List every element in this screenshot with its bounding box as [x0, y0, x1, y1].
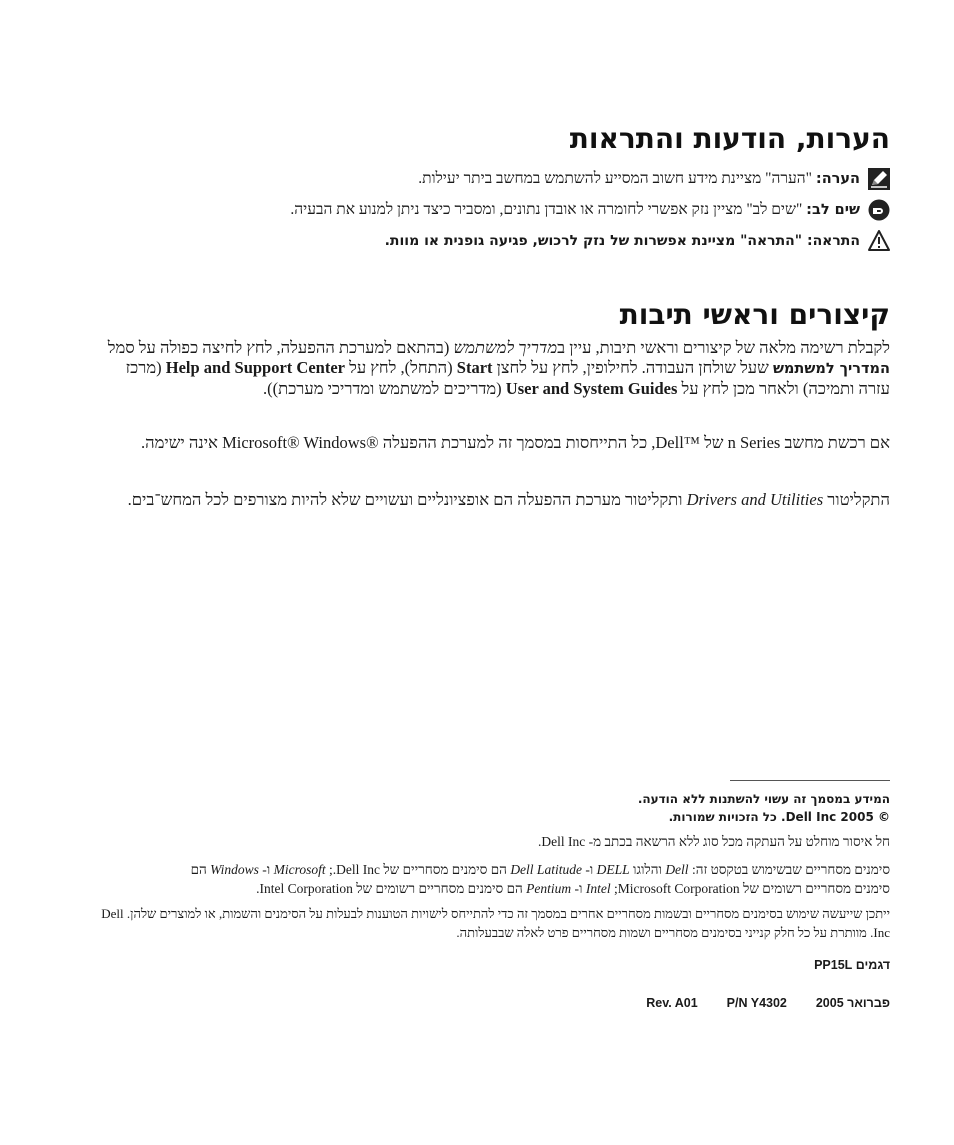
notice-line [90, 198, 890, 222]
notice-hand-icon [868, 199, 890, 221]
revision-line [90, 996, 890, 1010]
note-line [90, 167, 890, 191]
models-line: דגמים PP15L [814, 958, 890, 972]
reproduction-line: חל איסור מוחלט על העתקה מכל סוג ללא הרשאה בכתב מ- Dell Inc. [538, 834, 890, 849]
other-trademarks-paragraph: ייתכן שייעשה שימוש בסימנים מסחריים ובשמות מסחריים אחרים במסמך זה כדי להתייחס לישויות הטוענות לבעלות על הסימנים והשמות, או למוצרים שלהן. Dell Inc. מוותרת על כל חלק קנייני בסימנים מסחריים ושמות מסחריים פרט לאלה שבבעלותה. [101, 906, 890, 940]
warning-triangle-icon [868, 230, 890, 252]
caution-text: "התראה" מציינת אפשרות של נזק לרכוש, פגיעה גופנית או מוות. [384, 233, 807, 249]
part-number-label: P/N Y4302 [726, 996, 787, 1010]
note-text: "הערה" מציינת מידע חשוב המסייע להשתמש במחשב ביתר יעילות. [418, 170, 816, 187]
notice-label: שים לב: [806, 202, 860, 218]
copyright-line: © 2005 Dell Inc. כל הזכויות שמורות. [668, 810, 890, 824]
footnote-rule [730, 780, 890, 781]
trademarks-paragraph [90, 860, 890, 898]
drivers-utilities-label: Drivers and Utilities [686, 490, 824, 509]
legal-notice-line: המידע במסמך זה עשוי להשתנות ללא הודעה. [637, 792, 890, 806]
drivers-paragraph: התקליטור Drivers and Utilities ותקליטור מערכת ההפעלה הם אופציונליים ועשויים שלא להיות מצורפים לכל המחש־בים. [127, 490, 890, 509]
abbreviations-paragraph: לקבלת רשימה מלאה של קיצורים וראשי תיבות, עיין במדריך למשתמש (בהתאם למערכת ההפעלה, לחץ לחיצה כפולה על סמל המדריך למשתמש שעל שולחן העבודה. לחילופין, לחץ על לחצן Start (התחל), לחץ על Help and Support Center (מרכז עזרה ותמיכה) ולאחר מכן לחץ על User and System Guides (מדריכים למשתמש ומדריכי מערכת)). [107, 338, 890, 398]
user-guide-bold: המדריך למשתמש [772, 361, 890, 377]
abbreviations-section-title: קיצורים וראשי תיבות [619, 298, 890, 331]
user-guide-italic: מדריך למשתמש [453, 338, 558, 357]
date-label: פברואר 2005 [815, 996, 890, 1010]
revision-label: Rev. A01 [646, 996, 698, 1010]
trademarks-line-1: סימנים מסחריים שבשימוש בטקסט זה: Dell והלוגו DELL ו- Dell Latitude הם סימנים מסחריים של Dell Inc.; Microsoft ו- Windows הם [190, 862, 890, 877]
help-support-label: Help and Support Center [165, 358, 345, 377]
pencil-note-icon [868, 168, 890, 190]
user-system-guides-label: User and System Guides [505, 379, 678, 398]
notes-section-title: הערות, הודעות והתראות [569, 122, 890, 155]
n-series-paragraph: אם רכשת מחשב n Series של Dell™, כל התייחסות במסמך זה למערכת ההפעלה Microsoft® Windows® אינה ישימה. [140, 433, 890, 452]
caution-label: התראה: [806, 233, 860, 249]
caution-line [90, 229, 890, 253]
start-label: Start [456, 358, 493, 377]
note-label: הערה: [815, 171, 860, 187]
notice-text: "שים לב" מציין נזק אפשרי לחומרה או אובדן נתונים, ומסביר כיצד ניתן למנוע את הבעיה. [290, 201, 807, 218]
trademarks-line-2: סימנים מסחריים רשומים של Microsoft Corporation; Intel ו- Pentium הם סימנים מסחריים רשומים של Intel Corporation. [256, 881, 890, 896]
